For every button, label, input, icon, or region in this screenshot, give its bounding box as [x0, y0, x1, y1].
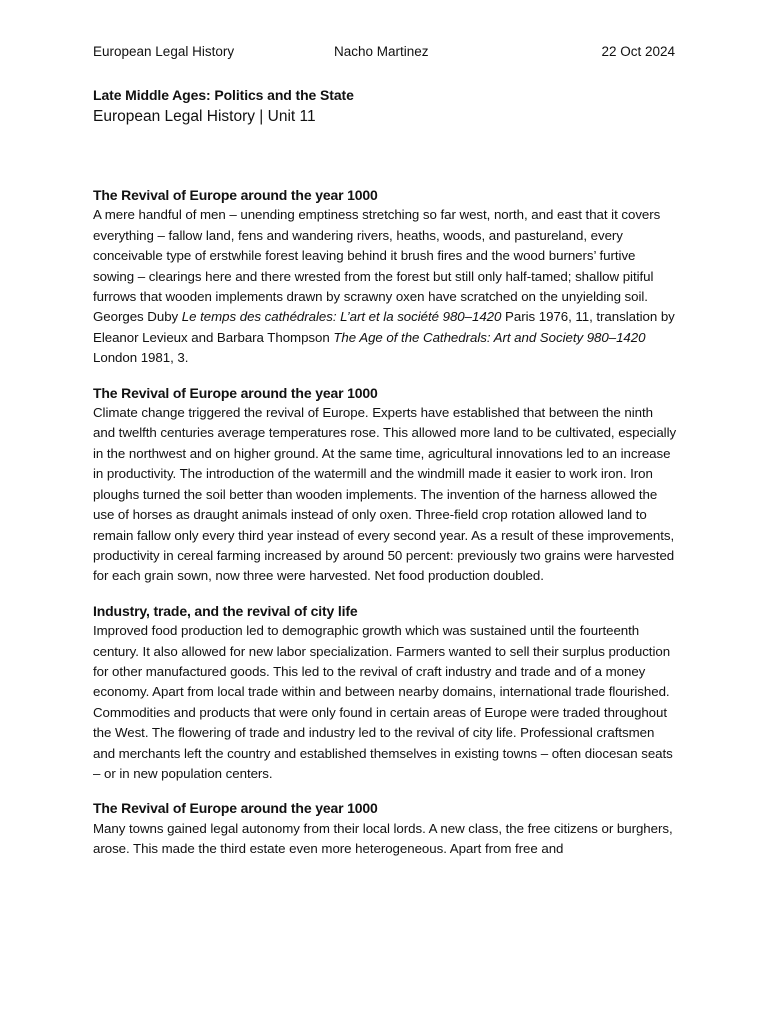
document-body [93, 185, 677, 874]
section-heading: The Revival of Europe around the year 1000 [93, 800, 378, 817]
section-paragraph: Improved food production led to demographic growth which was sustained until the fourteenth century. It also allowed for new labor specialization. Farmers wanted to sell their surplus production for other manufactured goods. This led to the revival of craft industry and trade and of a money economy. Apart from local trade within and between nearby domains, international trade flourished. Commodities and products that were only found in certain areas of Europe were traded throughout the West. The flowering of trade and industry led to the revival of city life. Professional craftsmen and merchants left the country and established themselves in existing towns – often diocesan seats – or in new population centers. [93, 623, 673, 781]
citation-work-original: Le temps des cathédrales: L’art et la société 980–1420 [181, 309, 502, 325]
section-heading: Industry, trade, and the revival of city life [93, 602, 358, 619]
header-date: 22 Oct 2024 [601, 44, 675, 59]
section-revival-climate [93, 383, 677, 587]
citation-publication-original: Paris 1976, 11, translation by Eleanor Levieux and Barbara Thompson [93, 309, 675, 345]
section-paragraph: Many towns gained legal autonomy from their local lords. A new class, the free citizens or burghers, arose. This made the third estate even more heterogeneous. Apart from free and [93, 820, 673, 857]
section-revival-towns [93, 798, 677, 859]
section-heading: The Revival of Europe around the year 1000 [93, 187, 378, 203]
page-header [93, 44, 677, 62]
section-revival-quote [93, 185, 677, 369]
citation-publication-translation: London 1981, 3. [93, 350, 189, 366]
document-subtitle: European Legal History | Unit 11 [93, 108, 316, 125]
section-paragraph: A mere handful of men – unending emptiness stretching so far west, north, and east that it covers everything – fallow land, fens and wandering rivers, heaths, woods, and pastureland, every conceivable type of erstwhile forest leaving behind it brush fires and the wood burners’ furtive sowing – clearings here and there wrested from the forest but still only half-tamed; shallow pitiful furrows that wooden implements drawn by scrawny oxen have scratched on the unyielding soil. [93, 207, 661, 305]
header-author: Nacho Martinez [334, 44, 429, 59]
section-heading: The Revival of Europe around the year 1000 [93, 384, 378, 401]
section-industry-trade [93, 601, 677, 785]
section-paragraph: Climate change triggered the revival of Europe. Experts have established that between the ninth and twelfth centuries average temperatures rose. This allowed more land to be cultivated, especially in the northwest and on higher ground. At the same time, agricultural innovations led to an increase in productivity. The introduction of the watermill and the windmill made it easier to work iron. Iron ploughs turned the soil better than wooden implements. The invention of the harness allowed the use of horses as draught animals instead of only oxen. Three-field crop rotation allowed land to remain fallow only every third year instead of every second year. As a result of these improvements, productivity in cereal farming increased by around 50 percent: previously two grains were harvested for each grain sown, now three were harvested. Net food production doubled. [93, 405, 677, 584]
citation-work-translation: The Age of the Cathedrals: Art and Society 980–1420 [333, 329, 646, 345]
header-course: European Legal History [93, 44, 235, 59]
citation-author: Georges Duby [93, 309, 182, 325]
quote-citation [93, 307, 677, 368]
document-title: Late Middle Ages: Politics and the State [93, 87, 354, 103]
